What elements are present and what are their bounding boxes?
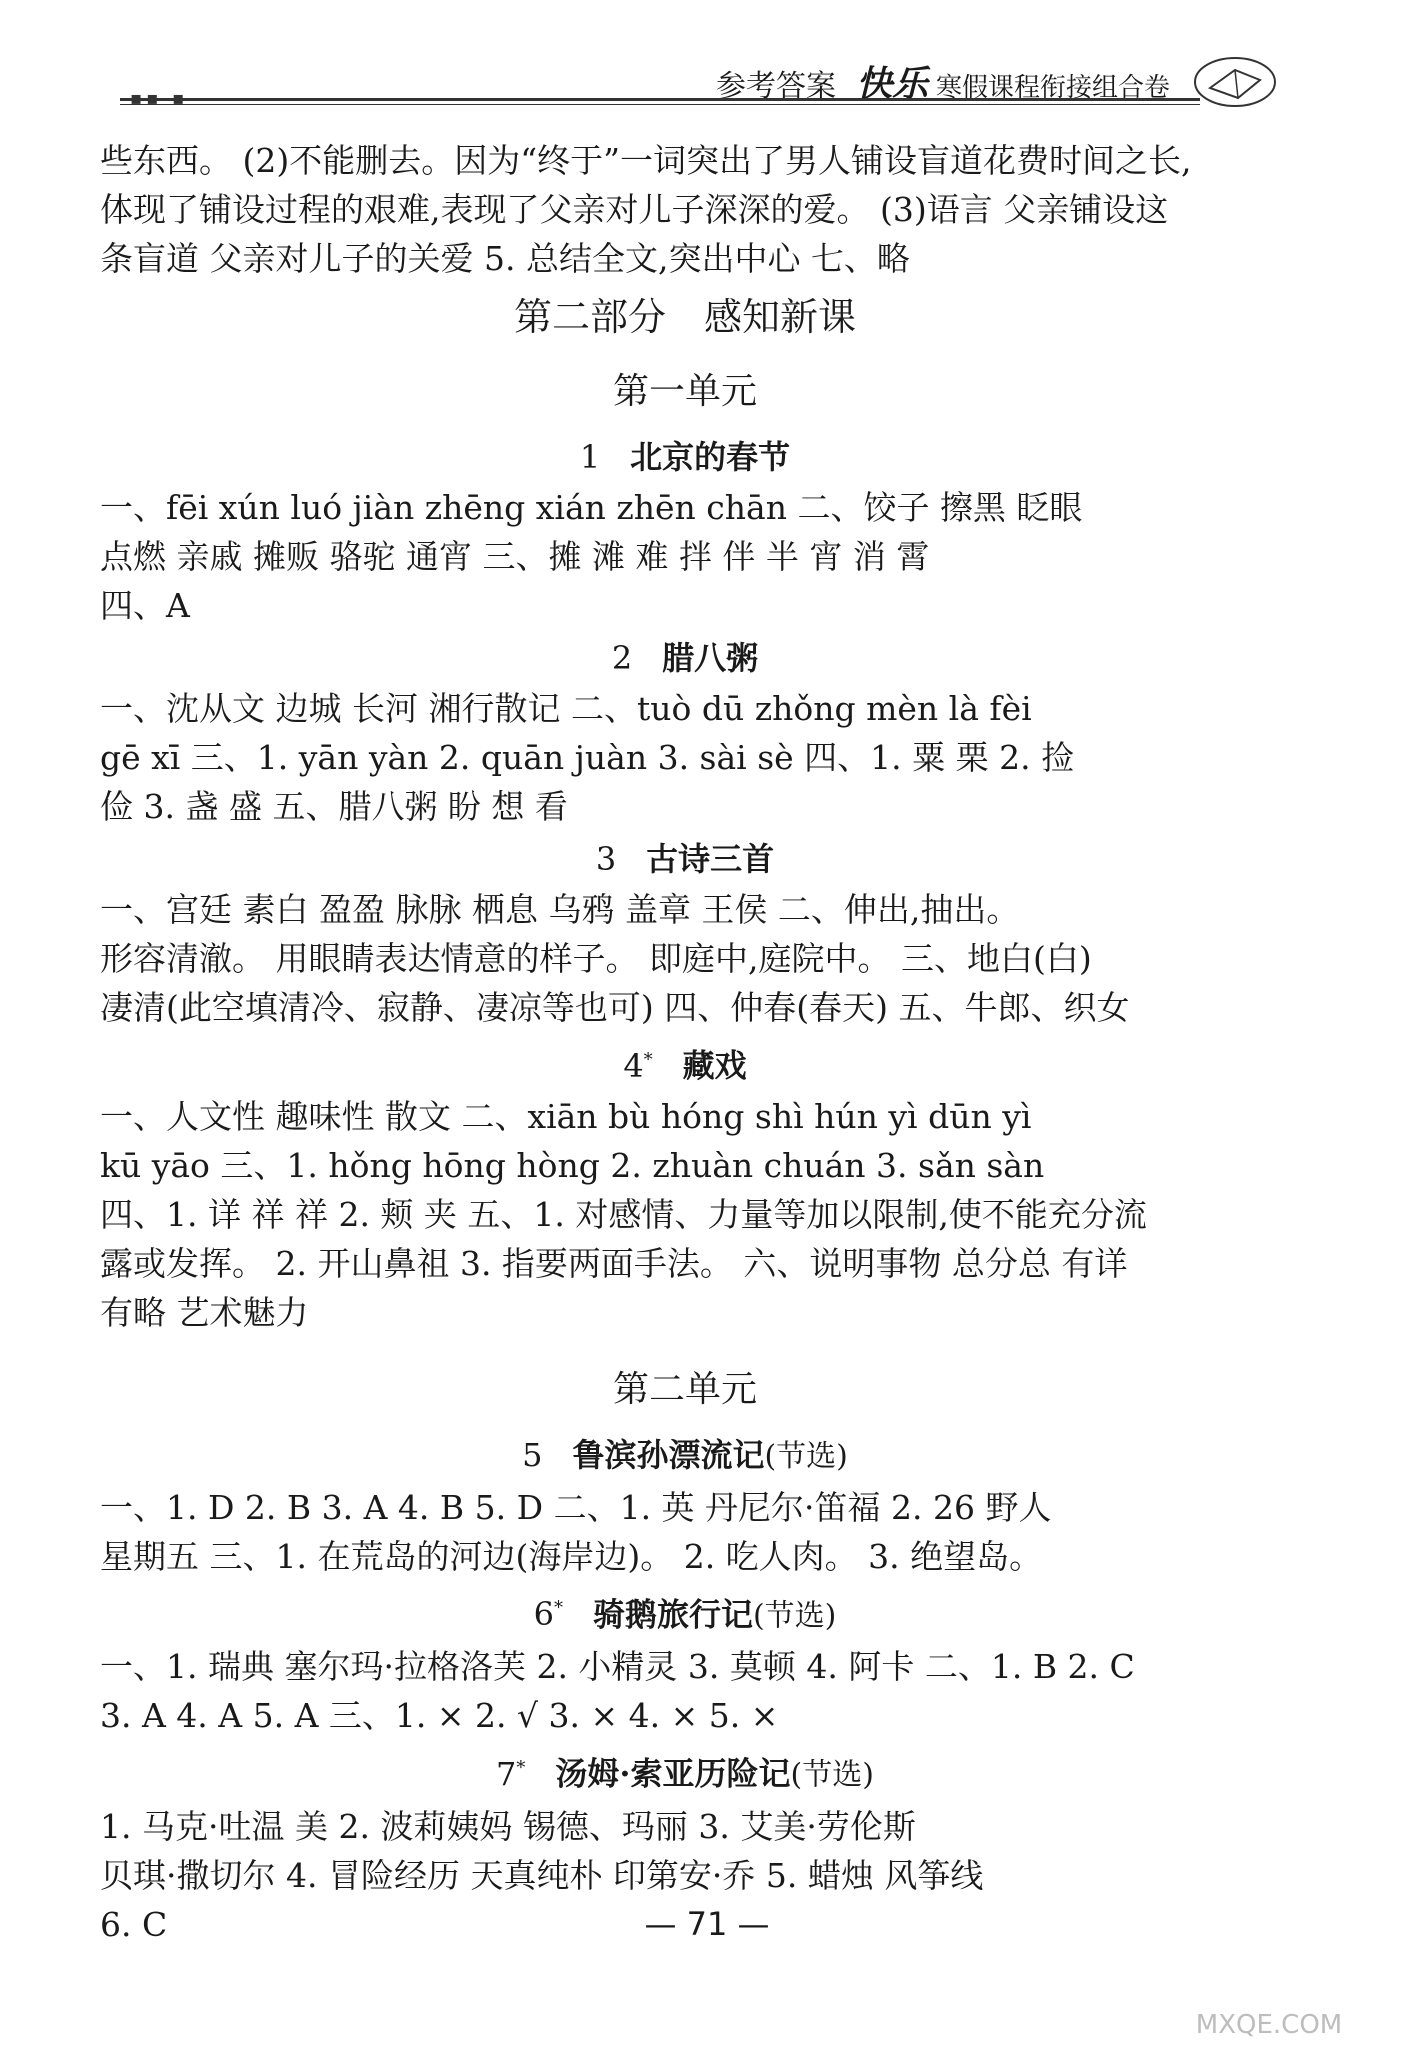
page-header bbox=[120, 50, 1280, 112]
unit-title: 第一单元 bbox=[612, 371, 757, 412]
answer-line: 有略 艺术魅力 bbox=[100, 1292, 309, 1332]
lesson-note: (节选) bbox=[790, 1757, 874, 1793]
lesson-title-text: 腊八粥 bbox=[662, 639, 759, 677]
lesson-title bbox=[100, 1742, 1270, 1802]
lesson-number bbox=[534, 1595, 563, 1633]
answer-line: 露或发挥。 2. 开山鼻祖 3. 指要两面手法。 六、说明事物 总分总 有详 bbox=[100, 1243, 1128, 1283]
header-brand: 快乐 bbox=[855, 64, 928, 105]
lesson-number bbox=[596, 840, 616, 878]
optional-mark: * bbox=[516, 1757, 526, 1779]
lesson-number bbox=[522, 1436, 542, 1474]
lesson-number bbox=[612, 639, 632, 677]
answer-line: 一、宫廷 素白 盈盈 脉脉 栖息 乌鸦 盖章 王侯 二、伸出,抽出。 bbox=[100, 890, 1020, 929]
answer-line: 四、A bbox=[100, 586, 190, 625]
lesson-title-text: 古诗三首 bbox=[646, 840, 775, 878]
answer-line: gē xī 三、1. yān yàn 2. quān juàn 3. sài sè 四、1. 粟 栗 2. 捡 bbox=[100, 738, 1075, 777]
intro-block bbox=[100, 136, 1270, 283]
answer-line: 条盲道 父亲对儿子的关爱 5. 总结全文,突出中心 七、略 bbox=[100, 239, 910, 278]
lesson-number-text: 1 bbox=[579, 438, 601, 476]
answer-line: 四、1. 详 祥 祥 2. 颊 夹 五、1. 对感情、力量等加以限制,使不能充分流 bbox=[100, 1194, 1147, 1234]
answer-line: 点燃 亲戚 摊贩 骆驼 通宵 三、摊 滩 难 拌 伴 半 宵 消 霄 bbox=[100, 537, 930, 576]
lesson-number-text: 2 bbox=[611, 639, 633, 677]
answer-line: 星期五 三、1. 在荒岛的河边(海岸边)。 2. 吃人肉。 3. 绝望岛。 bbox=[100, 1536, 1043, 1576]
answer-line: 贝琪·撒切尔 4. 冒险经历 天真纯朴 印第安·乔 5. 蜡烛 风筝线 bbox=[100, 1855, 984, 1895]
lesson-number bbox=[496, 1755, 525, 1793]
watermark-logo bbox=[1144, 1963, 1394, 2043]
answer-line: 凄清(此空填清冷、寂静、凄凉等也可) 四、仲春(春天) 五、牛郎、织女 bbox=[100, 988, 1130, 1027]
answer-line: 一、人文性 趣味性 散文 二、xiān bù hóng shì hún yì dūn yì bbox=[100, 1096, 1032, 1136]
unit-title: 第二单元 bbox=[612, 1368, 757, 1410]
watermark-text: MXQE.COM bbox=[1195, 2010, 1343, 2040]
header-ornament: ▪▪ ▪ bbox=[130, 88, 189, 109]
page-number: — 71 — bbox=[644, 1905, 770, 1943]
lesson-number-text: 5 bbox=[522, 1435, 543, 1474]
lesson-number-text: 4 bbox=[623, 1046, 644, 1085]
part-title: 第二部分 感知新课 bbox=[513, 295, 856, 339]
lesson-note: (节选) bbox=[764, 1438, 848, 1474]
answer-content bbox=[100, 136, 1270, 1949]
answer-line: 体现了铺设过程的艰难,表现了父亲对儿子深深的爱。 (3)语言 父亲铺设这 bbox=[100, 190, 1169, 229]
optional-mark: * bbox=[553, 1597, 563, 1619]
header-rule-thin bbox=[120, 104, 1200, 105]
answer-line: 俭 3. 盏 盛 五、腊八粥 盼 想 看 bbox=[100, 787, 568, 826]
lesson-title bbox=[100, 431, 1270, 483]
answer-line: 一、沈从文 边城 长河 湘行散记 二、tuò dū zhǒng mèn là fèi bbox=[100, 689, 1032, 728]
lesson-title-text: 汤姆·索亚历险记 bbox=[555, 1754, 791, 1793]
lesson-title bbox=[100, 1583, 1270, 1643]
answer-line: 一、1. D 2. B 3. A 4. B 5. D 二、1. 英 丹尼尔·笛福 2. 26 野人 bbox=[100, 1487, 1052, 1527]
lesson-title-text: 北京的春节 bbox=[630, 438, 791, 476]
unit-1-lessons bbox=[100, 431, 1270, 1337]
optional-mark: * bbox=[643, 1049, 653, 1070]
answer-line: 一、fēi xún luó jiàn zhēng xián zhēn chān 二、饺子 擦黑 眨眼 bbox=[100, 488, 1083, 527]
lesson-title-text: 鲁滨孙漂流记 bbox=[572, 1435, 765, 1474]
answer-line: 一、1. 瑞典 塞尔玛·拉格洛芙 2. 小精灵 3. 莫顿 4. 阿卡 二、1. B 2. C bbox=[100, 1647, 1135, 1687]
lesson-number bbox=[580, 438, 600, 476]
lesson-number-text: 6 bbox=[533, 1595, 554, 1634]
answer-line: 3. A 4. A 5. A 三、1. × 2. √ 3. × 4. × 5. × bbox=[100, 1696, 779, 1736]
answer-line: kū yāo 三、1. hǒng hōng hòng 2. zhuàn chuán 3. sǎn sàn bbox=[100, 1145, 1045, 1185]
book-logo-icon bbox=[1190, 50, 1280, 110]
lesson-title bbox=[100, 632, 1270, 684]
answer-line: 些东西。 (2)不能删去。因为“终于”一词突出了男人铺设盲道花费时间之长, bbox=[100, 141, 1192, 180]
lesson-title bbox=[100, 1429, 1270, 1483]
lesson-title bbox=[100, 833, 1270, 885]
lesson-title-text: 藏戏 bbox=[682, 1046, 747, 1085]
answer-line: 1. 马克·吐温 美 2. 波莉姨妈 锡德、玛丽 3. 艾美·劳伦斯 bbox=[100, 1806, 916, 1846]
lesson-title bbox=[100, 1034, 1270, 1092]
lesson-number-text: 7 bbox=[496, 1754, 517, 1793]
lesson-title-text: 骑鹅旅行记 bbox=[592, 1595, 753, 1634]
header-series: 寒假课程衔接组合卷 bbox=[935, 73, 1170, 103]
answer-line: 6. C bbox=[100, 1904, 168, 1944]
answer-line: 形容清澈。 用眼睛表达情意的样子。 即庭中,庭院中。 三、地白(白) bbox=[100, 939, 1092, 978]
lesson-note: (节选) bbox=[752, 1598, 837, 1634]
header-answer-label: 参考答案 bbox=[715, 69, 836, 104]
lesson-number bbox=[623, 1047, 652, 1085]
unit-2-lessons bbox=[100, 1429, 1270, 1949]
lesson-number-text: 3 bbox=[595, 840, 617, 878]
header-rule bbox=[120, 98, 1200, 101]
